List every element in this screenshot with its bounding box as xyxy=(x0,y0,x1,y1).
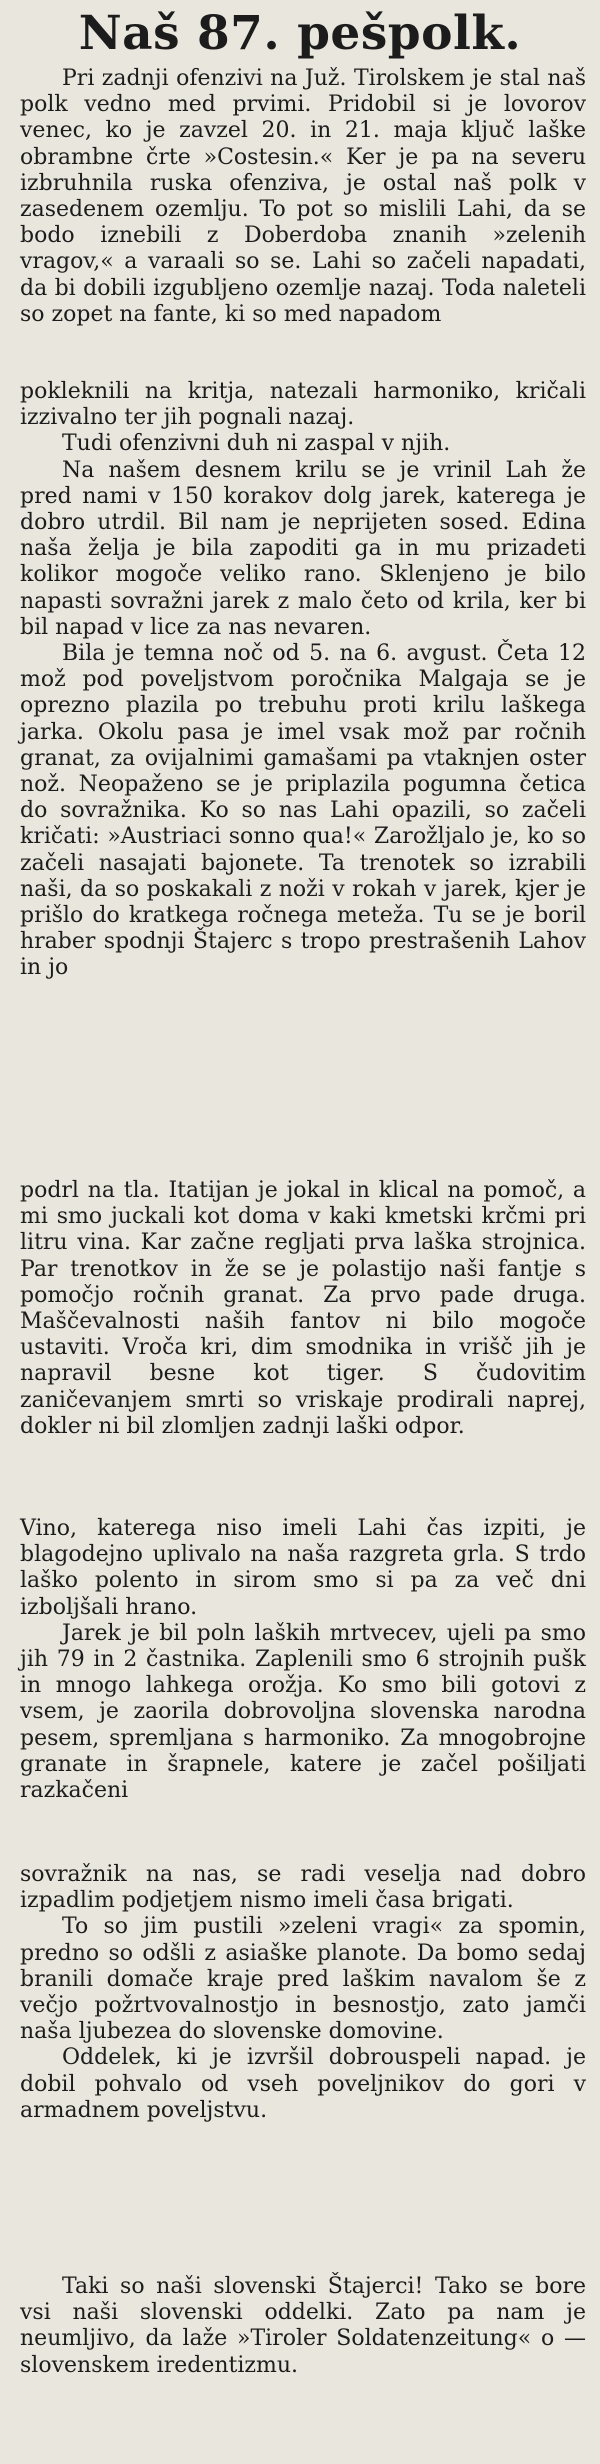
text-block-4 xyxy=(20,1516,586,1804)
paragraph: Jarek je bil poln laških mrtvecev, ujeli pa smo jih 79 in 2 častnika. Zaplenili smo 6 strojnih pušk in mnogo lahkega orožja. Ko smo bili gotovi z vsem, je zaorila dobrovoljna slovenska narodna pesem, spremljana s harmoniko. Za mnogobrojne granate in šrapnele, katere je začel pošiljati razkačeni xyxy=(20,1620,586,1804)
paragraph: Na našem desnem krilu se je vrinil Lah že pred nami v 150 korakov dolg jarek, katerega je dobro utrdil. Bil nam je neprijeten sosed. Edina naša želja je bila zapoditi ga in mu prizadeti kolikor mogoče veliko rano. Sklenjeno je bilo napasti sovražni jarek z malo četo od krila, ker bi bil napad v lice za nas nevaren. xyxy=(20,457,586,640)
paragraph: Bila je temna noč od 5. na 6. avgust. Četa 12 mož pod poveljstvom poročnika Malgaja se je oprezno plazila po trebuhu proti krilu laškega jarka. Okolu pasa je imel vsak mož par ročnih granat, za ovijalnimi gamašami pa vtaknjen oster nož. Neopaženo se je priplazila pogumna četica do sovražnika. Ko so nas Lahi opazili, so začeli kričati: »Austriaci sonno qua!« Zarožljalo je, ko so začeli nasajati bajonete. Ta trenotek so izrabili naši, da so poskakali z noži v rokah v jarek, kjer je prišlo do kratkega ročnega meteža. Tu se je boril hraber spodnji Štajerc s tropo prestrašenih Lahov in jo xyxy=(20,641,586,981)
paragraph: Taki so naši slovenski Štajerci! Tako se bore vsi naši slovenski oddelki. Zato pa nam je neumljivo, da laže »Tiroler Soldatenzeitung« o — slovenskem iredentizmu. xyxy=(20,2274,586,2378)
article-title: Naš 87. pešpolk. xyxy=(78,6,522,61)
text-block-1 xyxy=(20,66,586,328)
paragraph: Oddelek, ki je izvršil dobrouspeli napad. je dobil pohvalo od vseh poveljnikov do gori v armadnem poveljstvu. xyxy=(20,2045,586,2123)
paragraph: To so jim pustili »zeleni vragi« za spomin, predno so odšli z asiaške planote. Da bomo sedaj branili domače kraje pred laškim navalom še z večjo požrtvovalnostjo in besnostjo, zato jamči naša ljubezea do slovenske domovine. xyxy=(20,1914,586,2045)
text-block-3 xyxy=(20,1178,586,1440)
paragraph: Vino, katerega niso imeli Lahi čas izpiti, je blagodejno uplivalo na naša razgreta grla. S trdo laško polento in sirom smo si pa za več dni izboljšali hrano. xyxy=(20,1516,586,1620)
paragraph: pokleknili na kritja, natezali harmoniko, kričali izzivalno ter jih pognali nazaj. xyxy=(20,379,586,431)
paragraph: sovražnik na nas, se radi veselja nad dobro izpadlim podjetjem nismo imeli časa brigati. xyxy=(20,1862,586,1914)
text-block-5 xyxy=(20,1862,586,2124)
text-block-6 xyxy=(20,2274,586,2379)
paragraph: podrl na tla. Itatijan je jokal in klical na pomoč, a mi smo juckali kot doma v kaki kmetski krčmi pri litru vina. Kar začne regljati prva laška strojnica. Par trenotkov in že se je polastijo naši fantje s pomočjo ročnih granat. Za prvo pade druga. Maščevalnosti naših fantov ni bilo mogoče ustaviti. Vroča kri, dim smodnika in vrišč jih je napravil besne kot tiger. S čudovitim zaničevanjem smrti so vriskaje prodirali naprej, dokler ni bil zlomljen zadnji laški odpor. xyxy=(20,1178,586,1439)
text-block-2 xyxy=(20,379,586,982)
paragraph: Tudi ofenzivni duh ni zaspal v njih. xyxy=(62,431,451,457)
paragraph: Pri zadnji ofenzivi na Juž. Tirolskem je stal naš polk vedno med prvimi. Pridobil si je lovorov venec, ko je zavzel 20. in 21. maja ključ laške obrambne črte »Costesin.« Ker je pa na severu izbruhnila ruska ofenziva, je ostal naš polk v zasedenem ozemlju. To pot so mislili Lahi, da se bodo iznebili z Doberdoba znanih »zelenih vragov,« a varaali so se. Lahi so začeli napadati, da bi dobili izgubljeno ozemlje nazaj. Toda naleteli so zopet na fante, ki so med napadom xyxy=(20,66,586,327)
